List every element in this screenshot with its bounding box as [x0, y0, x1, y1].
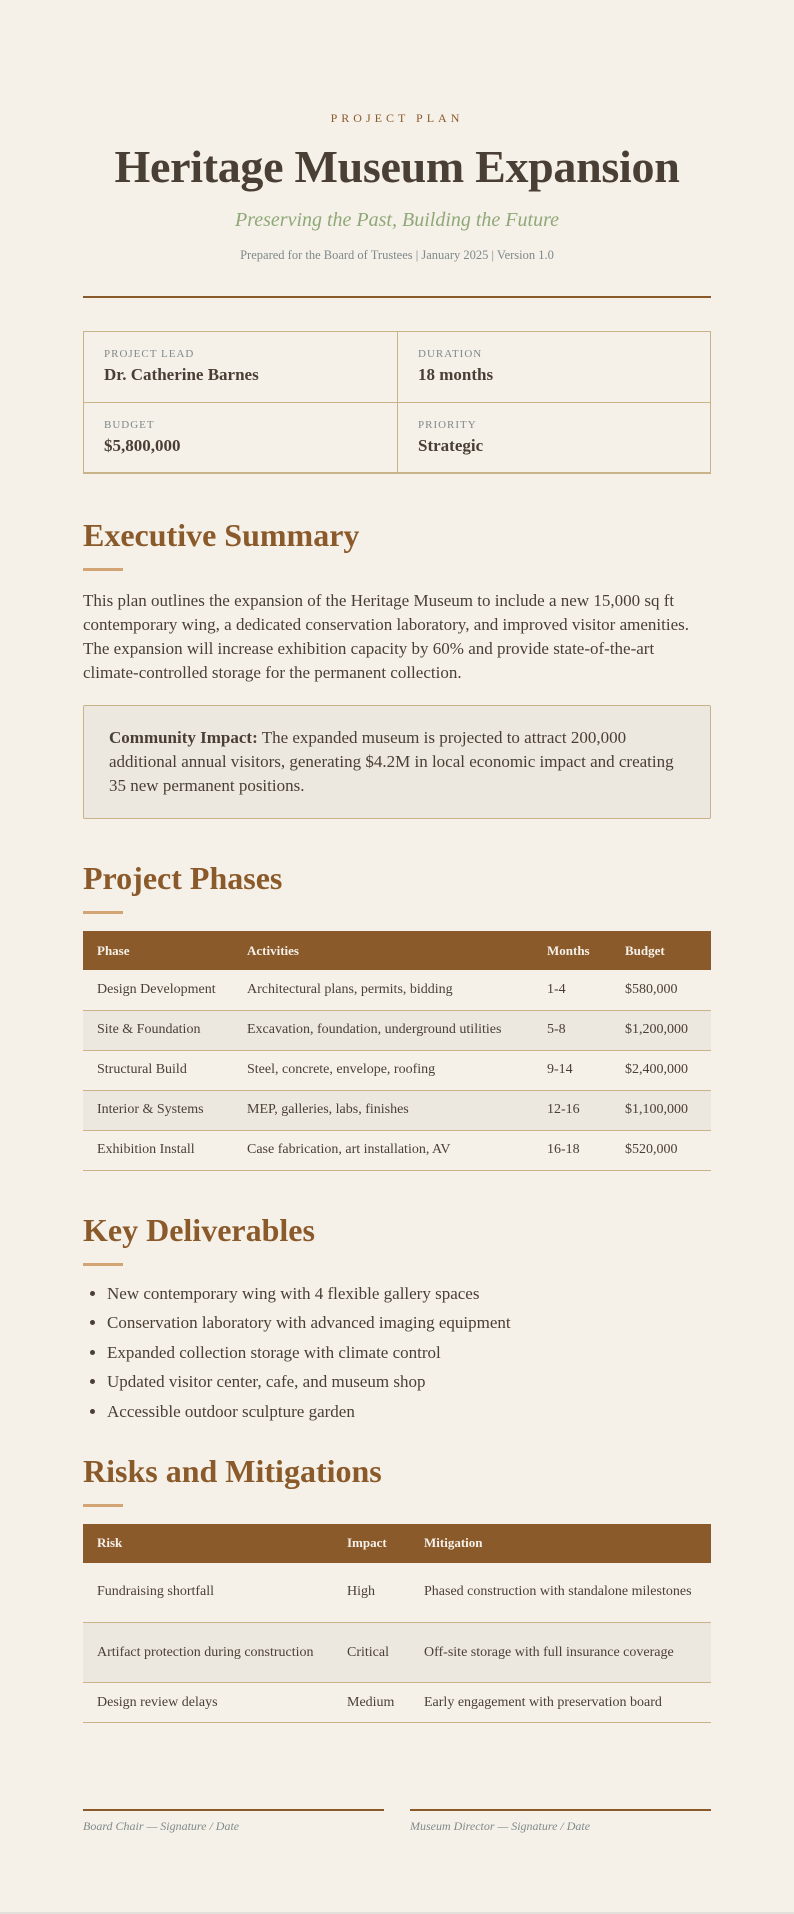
- list-item: • Accessible outdoor sculpture garden: [107, 1402, 711, 1422]
- column-header-months: Months: [533, 931, 611, 970]
- table-header-row: [83, 931, 711, 970]
- signature-line: [410, 1809, 711, 1811]
- activities-cell: Case fabrication, art installation, AV: [233, 1130, 533, 1170]
- impact-cell: High: [333, 1563, 410, 1623]
- mitigation-cell: Early engagement with preservation board: [410, 1683, 711, 1723]
- meta-project-lead: [84, 332, 397, 402]
- meta-value: 18 months: [418, 365, 494, 384]
- section-heading: Risks and Mitigations: [83, 1452, 382, 1489]
- phase-cell: Interior & Systems: [83, 1090, 233, 1130]
- activities-cell: Excavation, foundation, underground utilities: [233, 1010, 533, 1050]
- document-header: [83, 110, 711, 298]
- months-cell: 1-4: [533, 970, 611, 1010]
- risk-cell: Design review delays: [83, 1683, 333, 1723]
- activities-cell: Steel, concrete, envelope, roofing: [233, 1050, 533, 1090]
- budget-cell: $1,200,000: [611, 1010, 711, 1050]
- column-header-mitigation: Mitigation: [410, 1524, 711, 1563]
- column-header-risk: Risk: [83, 1524, 333, 1563]
- meta-label: BUDGET: [104, 419, 155, 431]
- risk-cell: Fundraising shortfall: [83, 1563, 333, 1623]
- document-title: Heritage Museum Expansion: [114, 141, 680, 192]
- section-heading-underline: [83, 911, 123, 914]
- budget-cell: $1,100,000: [611, 1090, 711, 1130]
- meta-value: Dr. Catherine Barnes: [104, 365, 259, 384]
- signature-block: [83, 1809, 711, 1834]
- deliverables-list: [83, 1284, 711, 1422]
- signature-line: [83, 1809, 384, 1811]
- signature-label: Museum Director — Signature / Date: [410, 1819, 591, 1833]
- table-row: [83, 1683, 711, 1723]
- budget-cell: $2,400,000: [611, 1050, 711, 1090]
- section-heading-underline: [83, 1263, 123, 1266]
- months-cell: 12-16: [533, 1090, 611, 1130]
- activities-cell: Architectural plans, permits, bidding: [233, 970, 533, 1010]
- table-row: [83, 1050, 711, 1090]
- table-row: [83, 1563, 711, 1623]
- table-row: [83, 1623, 711, 1683]
- column-header-budget: Budget: [611, 931, 711, 970]
- risks-section: [83, 1452, 711, 1724]
- mitigation-cell: Phased construction with standalone milestones: [410, 1563, 711, 1623]
- callout-label: Community Impact:: [109, 728, 258, 747]
- months-cell: 9-14: [533, 1050, 611, 1090]
- risks-table: [83, 1524, 711, 1724]
- phase-cell: Site & Foundation: [83, 1010, 233, 1050]
- phase-cell: Structural Build: [83, 1050, 233, 1090]
- executive-summary-section: [83, 516, 711, 819]
- phase-cell: Exhibition Install: [83, 1130, 233, 1170]
- table-header-row: [83, 1524, 711, 1563]
- column-header-phase: Phase: [83, 931, 233, 970]
- mitigation-cell: Off-site storage with full insurance coverage: [410, 1623, 711, 1683]
- meta-label: PRIORITY: [418, 419, 477, 431]
- budget-cell: $580,000: [611, 970, 711, 1010]
- list-item: • Conservation laboratory with advanced imaging equipment: [107, 1313, 711, 1333]
- meta-priority: [397, 402, 710, 472]
- document-subtitle: Preserving the Past, Building the Future: [234, 209, 559, 231]
- section-heading-underline: [83, 568, 123, 571]
- table-row: [83, 970, 711, 1010]
- impact-cell: Medium: [333, 1683, 410, 1723]
- activities-cell: MEP, galleries, labs, finishes: [233, 1090, 533, 1130]
- meta-value: Strategic: [418, 436, 484, 455]
- risk-cell: Artifact protection during construction: [83, 1623, 333, 1683]
- list-item: • Updated visitor center, cafe, and museum shop: [107, 1372, 711, 1392]
- table-row: [83, 1010, 711, 1050]
- months-cell: 16-18: [533, 1130, 611, 1170]
- meta-label: DURATION: [418, 348, 483, 360]
- section-heading: Key Deliverables: [83, 1211, 315, 1248]
- list-item: • New contemporary wing with 4 flexible gallery spaces: [107, 1284, 711, 1304]
- meta-budget: [84, 402, 397, 472]
- table-row: [83, 1130, 711, 1170]
- key-deliverables-section: [83, 1211, 711, 1422]
- callout-text: The expanded museum is projected to attract 200,000 additional annual visitors, generating $4.2M in local economic impact and creating 35 new permanent positions.: [109, 728, 674, 795]
- signature-label: Board Chair — Signature / Date: [83, 1819, 240, 1833]
- signature-museum-director: [410, 1809, 711, 1834]
- prepared-for-line: Prepared for the Board of Trustees | January 2025 | Version 1.0: [240, 248, 554, 262]
- list-item: • Expanded collection storage with climate control: [107, 1343, 711, 1363]
- meta-value: $5,800,000: [104, 436, 181, 455]
- phases-table: [83, 931, 711, 1171]
- budget-cell: $520,000: [611, 1130, 711, 1170]
- signature-board-chair: [83, 1809, 384, 1834]
- months-cell: 5-8: [533, 1010, 611, 1050]
- community-impact-callout: [83, 705, 711, 819]
- meta-duration: [397, 332, 710, 402]
- column-header-activities: Activities: [233, 931, 533, 970]
- section-heading-underline: [83, 1504, 123, 1507]
- header-divider: [83, 296, 711, 298]
- section-heading: Executive Summary: [83, 517, 360, 553]
- column-header-impact: Impact: [333, 1524, 410, 1563]
- impact-cell: Critical: [333, 1623, 410, 1683]
- document-type-label: PROJECT PLAN: [330, 111, 464, 125]
- phase-cell: Design Development: [83, 970, 233, 1010]
- meta-label: PROJECT LEAD: [104, 348, 195, 360]
- project-meta-grid: [83, 331, 711, 474]
- table-row: [83, 1090, 711, 1130]
- section-heading: Project Phases: [83, 860, 283, 896]
- project-phases-section: [83, 859, 711, 1171]
- summary-paragraph: This plan outlines the expansion of the Heritage Museum to include a new 15,000 sq ft contemporary wing, a dedicated conservation laboratory, and improved visitor amenities. The expansion will increase exhibition capacity by 60% and provide state-of-the-art climate-controlled storage for the permanent collection.: [83, 591, 689, 682]
